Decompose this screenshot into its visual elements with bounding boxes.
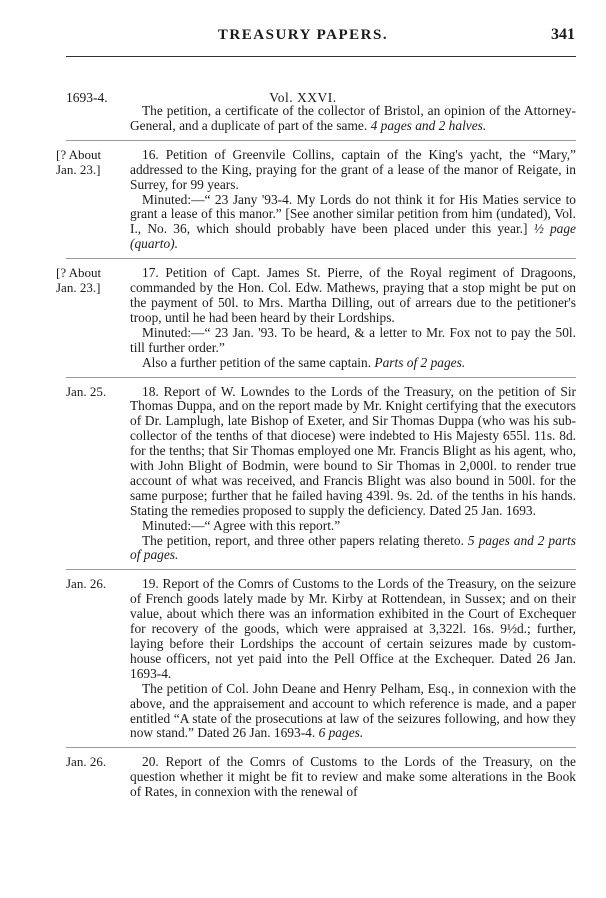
entry [56, 140, 576, 252]
paragraph [130, 385, 576, 519]
volume-year: 1693-4. [66, 90, 108, 105]
paragraph-text: 18. Report of W. Lowndes to the Lords of the Treasury, on the petition of Sir Thomas Duppa, and on the report made by Mr. Knight certifying that the executors of Dr. Lamplugh, late Bishop of Exeter, and Sir Thomas Duppa (who was his sub-collector of the tenths of that diocese) were indebted to His Majesty 655l. 11s. 8d. for the tenths; that Sir Thomas employed one Mr. Francis Blight as his agent, who, with John Blight of Bodmin, were bound to Sir Thomas in 2,000l. to render true account of what was received, and Francis Blight was also bound in 500l. for the same purpose; further that he failed having 439l. 9s. 2d. of the tenths in his hands. Stating the remedies proposed to supply the deficiency. Dated 25 Jan. 1693. [130, 383, 576, 518]
paragraph [130, 148, 576, 193]
entry-date: Jan. 26. [66, 754, 107, 770]
paragraph [130, 682, 576, 742]
running-header-title: TREASURY PAPERS. [217, 27, 389, 43]
paragraph-tail: 6 pages. [318, 725, 364, 741]
paragraph-tail: ½ page (quarto). [130, 221, 576, 252]
paragraph-text: 17. Petition of Capt. James St. Pierre, of the Royal regiment of Dragoons, commanded by the Hon. Col. Edw. Mathews, praying that a stop might be put on the payment of 50l. to Mrs. Martha Dilling, out of arrears due to the petitioner's troop, until he had been heard by their Lordships. [130, 265, 576, 325]
entry-date: [? About Jan. 23.] [56, 265, 102, 295]
paragraph-text: 19. Report of the Comrs of Customs to the Lords of the Treasury, on the seizure of French goods lately made by Mr. Kirby at Rottendean, in Sussex; and on their value, about which there was an information exhibited in the Court of Exchequer for recovery of the goods, which were appraised at 3,322l. 16s. 9½d.; further, laying before their Lordships the account of certain seizures made by custom-house officers, not yet paid into the Pell Office at the Exchequer. Dated 26 Jan. 1693-4. [130, 576, 576, 681]
paragraph [130, 755, 576, 800]
entry-date: [? About Jan. 23.] [56, 146, 102, 177]
entry [66, 747, 576, 800]
entry-body [130, 577, 576, 741]
entry [66, 569, 576, 741]
paragraph-text: Minuted:—“ 23 Jan. '93. To be heard, & a letter to Mr. Fox not to pay the 50l. till further order.” [130, 324, 576, 355]
paragraph [130, 356, 576, 371]
entry-date: Jan. 25. [66, 383, 107, 399]
paragraph-text: The petition, report, and three other papers relating thereto. [142, 532, 464, 548]
entry-body [130, 755, 576, 800]
entry [66, 377, 576, 564]
paragraph-tail: Parts of 2 pages. [374, 354, 466, 370]
paragraph [130, 577, 576, 681]
paragraph-text: The petition of Col. John Deane and Henry Pelham, Esq., in connexion with the above, and the appraisement and account to which reference is made, and a paper entitled “A state of the prosecutions at law of the seizures following, and how they now stand.” Dated 26 Jan. 1693-4. [130, 680, 576, 741]
paragraph-text: Also a further petition of the same captain. [142, 354, 372, 370]
paragraph [130, 193, 576, 253]
paragraph-text: The petition, a certificate of the collector of Bristol, an opinion of the Attorney-General, and a duplicate of part of the same. [130, 103, 576, 133]
entry-date: Jan. 26. [66, 576, 107, 592]
paragraph-tail: 4 pages and 2 halves. [370, 117, 487, 133]
paragraph [130, 266, 576, 326]
paragraph [130, 519, 576, 534]
entry-body [130, 385, 576, 564]
header-rule [66, 56, 576, 57]
volume-title: Vol. XXVI. [269, 90, 337, 105]
entry-body [130, 148, 576, 252]
entry [66, 104, 576, 134]
main-text [56, 103, 576, 806]
paragraph-text: 20. Report of the Comrs of Customs to the Lords of the Treasury, on the question whether it might be fit to review and make some alterations in the Book of Rates, in connexion with the renewal of [130, 754, 576, 800]
paragraph [130, 104, 576, 134]
entry-body [130, 266, 576, 370]
entry [56, 258, 576, 370]
paragraph-text: Minuted:—“ Agree with this report.” [142, 517, 341, 533]
entry-body [130, 104, 576, 134]
page-number: 341 [551, 26, 575, 43]
paragraph-text: 16. Petition of Greenvile Collins, captain of the King's yacht, the “Mary,” addressed to the King, praying for the grant of a lease of the manor of Reigate, in Surrey, for 99 years. [130, 146, 576, 192]
paragraph [130, 534, 576, 564]
paragraph-text: Minuted:—“ 23 Jany '93-4. My Lords do not think it for His Maties service to grant a lease of this manor.” [See another similar petition from him (undated), Vol. I., No. 36, which should probably have been placed under this year.] [130, 191, 576, 237]
paragraph-tail: 5 pages and 2 parts of pages. [130, 532, 576, 563]
paragraph [130, 326, 576, 356]
